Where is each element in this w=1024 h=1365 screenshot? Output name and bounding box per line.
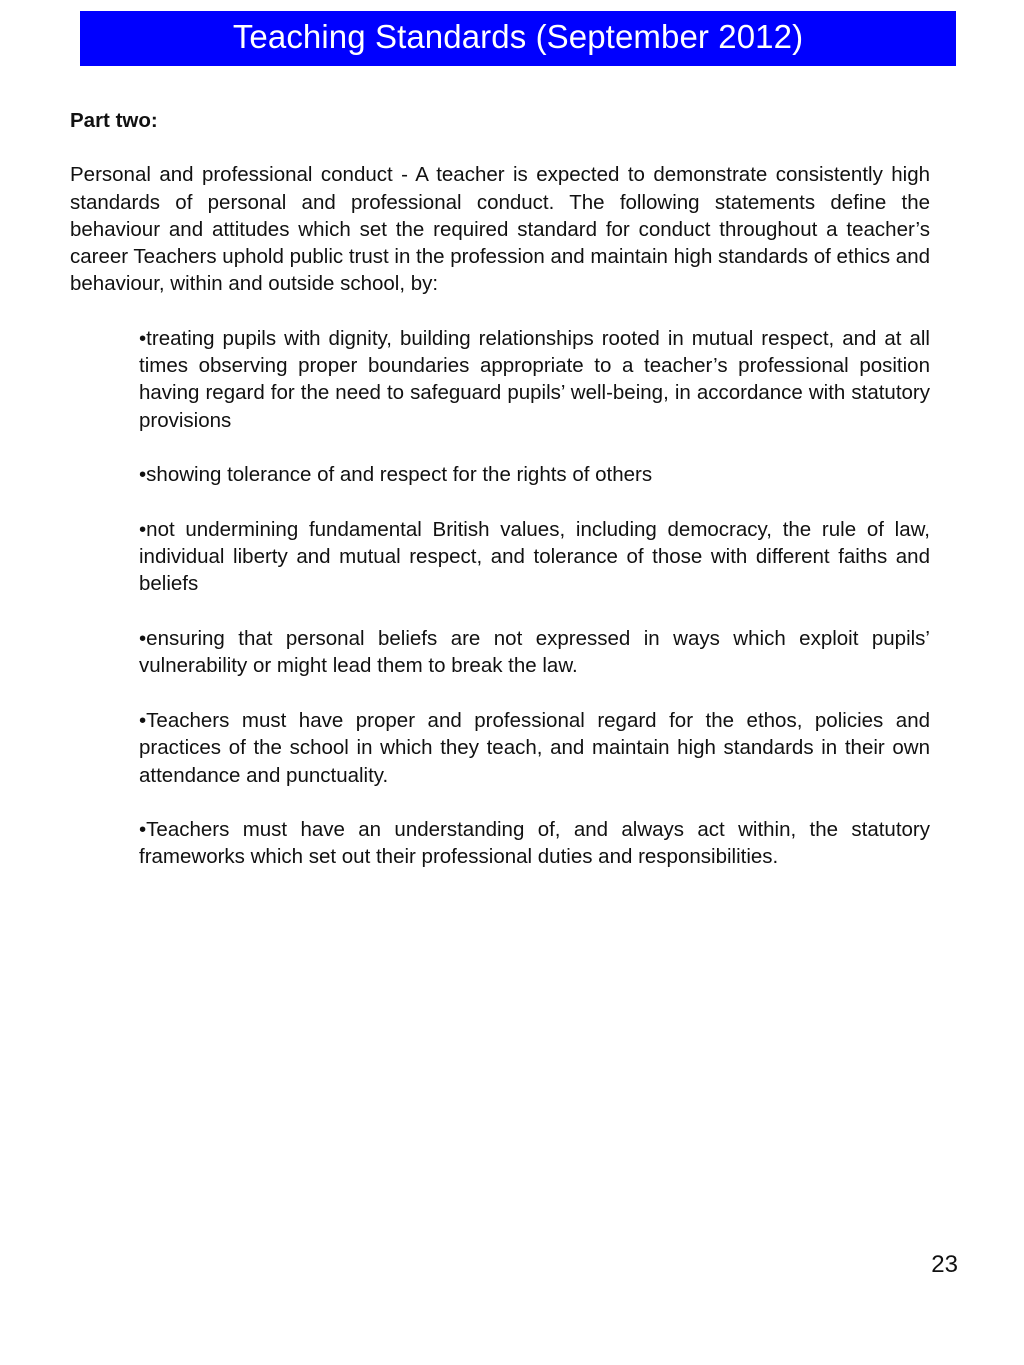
section-heading: Part two: — [70, 109, 158, 132]
intro-paragraph: Personal and professional conduct - A teacher is expected to demonstrate consistently high standards of personal and professional conduct. The following statements define the behaviour and attitudes which set the required standard for conduct throughout a teacher’s career Teachers uphold public trust in the profession and maintain high standards of ethics and behaviour, within and outside school, by: — [70, 163, 931, 296]
page-number: 23 — [931, 1251, 958, 1278]
document-body — [70, 107, 930, 898]
conduct-list — [70, 325, 930, 871]
list-item: •Teachers must have an understanding of, and always act within, the statutory frameworks which set out their professional duties and responsibilities. — [139, 818, 930, 869]
list-item: •ensuring that personal beliefs are not expressed in ways which exploit pupils’ vulnerability or might lead them to break the law. — [139, 627, 930, 678]
list-item: •showing tolerance of and respect for the rights of others — [139, 463, 653, 487]
title-banner — [80, 11, 956, 66]
list-item: •not undermining fundamental British values, including democracy, the rule of law, individual liberty and mutual respect, and tolerance of those with different faiths and beliefs — [139, 517, 930, 596]
list-item: •Teachers must have proper and professional regard for the ethos, policies and practices of the school in which they teach, and maintain high standards in their own attendance and punctuality. — [139, 708, 930, 787]
list-item: •treating pupils with dignity, building relationships rooted in mutual respect, and at all times observing proper boundaries appropriate to a teacher’s professional position having regard for the need to safeguard pupils’ well-being, in accordance with statutory provisions — [139, 326, 930, 432]
page-title: Teaching Standards (September 2012) — [232, 18, 804, 55]
